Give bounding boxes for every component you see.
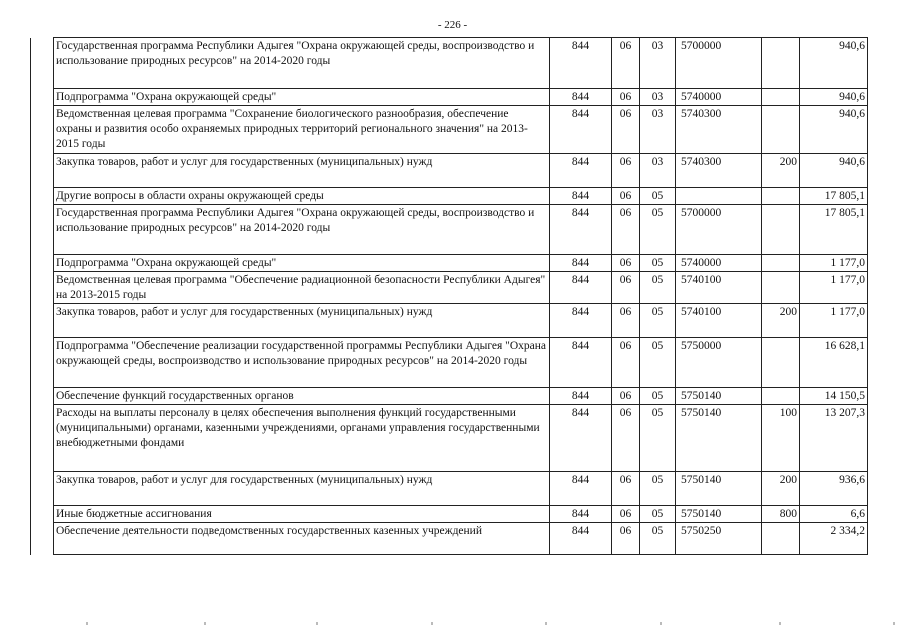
row-spacer	[31, 255, 54, 272]
cell-rz: 06	[612, 106, 640, 154]
table-row	[31, 188, 868, 205]
table-row	[31, 38, 868, 89]
cell-ved: 844	[550, 405, 612, 472]
cell-pr: 03	[640, 154, 676, 188]
cell-csr: 5740000	[676, 89, 762, 106]
cell-pr: 05	[640, 255, 676, 272]
table-row	[31, 523, 868, 555]
cell-pr: 05	[640, 388, 676, 405]
cell-pr: 03	[640, 89, 676, 106]
cell-rz: 06	[612, 255, 640, 272]
cell-vr	[762, 106, 800, 154]
row-spacer	[31, 205, 54, 255]
cell-name: Закупка товаров, работ и услуг для государственных (муниципальных) нужд	[54, 304, 550, 338]
cell-name: Ведомственная целевая программа "Обеспечение радиационной безопасности Республики Адыгея" на 2013-2015 годы	[54, 272, 550, 304]
cell-sum: 940,6	[800, 38, 868, 89]
row-spacer	[31, 405, 54, 472]
cell-ved: 844	[550, 272, 612, 304]
cell-sum: 2 334,2	[800, 523, 868, 555]
cell-rz: 06	[612, 38, 640, 89]
cell-ved: 844	[550, 523, 612, 555]
cell-ved: 844	[550, 89, 612, 106]
cell-rz: 06	[612, 472, 640, 506]
row-spacer	[31, 523, 54, 555]
cell-vr	[762, 188, 800, 205]
cell-vr	[762, 388, 800, 405]
cell-rz: 06	[612, 405, 640, 472]
cell-rz: 06	[612, 506, 640, 523]
cell-sum: 6,6	[800, 506, 868, 523]
row-spacer	[31, 506, 54, 523]
cell-name: Подпрограмма "Охрана окружающей среды"	[54, 255, 550, 272]
row-spacer	[31, 38, 54, 89]
cell-pr: 03	[640, 106, 676, 154]
cell-csr: 5750140	[676, 388, 762, 405]
cell-csr: 5750000	[676, 338, 762, 388]
cell-csr: 5750140	[676, 506, 762, 523]
cell-name: Закупка товаров, работ и услуг для государственных (муниципальных) нужд	[54, 472, 550, 506]
cell-csr: 5740000	[676, 255, 762, 272]
row-spacer	[31, 304, 54, 338]
cell-csr: 5750140	[676, 405, 762, 472]
cell-vr	[762, 272, 800, 304]
cell-pr: 05	[640, 405, 676, 472]
cell-ved: 844	[550, 188, 612, 205]
cell-name: Ведомственная целевая программа "Сохранение биологического разнообразия, обеспечение охраны и развития особо охраняемых природных территорий регионального значения" на 2013-2015 годы	[54, 106, 550, 154]
cell-sum: 13 207,3	[800, 405, 868, 472]
cell-name: Иные бюджетные ассигнования	[54, 506, 550, 523]
cell-rz: 06	[612, 338, 640, 388]
table-row	[31, 89, 868, 106]
cell-ved: 844	[550, 154, 612, 188]
table-row	[31, 338, 868, 388]
table-row	[31, 472, 868, 506]
cell-sum: 17 805,1	[800, 188, 868, 205]
cell-name: Государственная программа Республики Адыгея "Охрана окружающей среды, воспроизводство и использование природных ресурсов" на 2014-2020 годы	[54, 205, 550, 255]
cell-sum: 940,6	[800, 89, 868, 106]
cell-csr	[676, 188, 762, 205]
cell-csr: 5740300	[676, 154, 762, 188]
cell-pr: 05	[640, 272, 676, 304]
cell-rz: 06	[612, 523, 640, 555]
budget-table	[30, 37, 868, 555]
table-row	[31, 304, 868, 338]
row-spacer	[31, 272, 54, 304]
table-row	[31, 388, 868, 405]
cell-name: Закупка товаров, работ и услуг для государственных (муниципальных) нужд	[54, 154, 550, 188]
row-spacer	[31, 338, 54, 388]
cell-ved: 844	[550, 388, 612, 405]
cell-csr: 5700000	[676, 205, 762, 255]
cell-vr: 800	[762, 506, 800, 523]
table-body	[31, 38, 868, 555]
cell-csr: 5750250	[676, 523, 762, 555]
cell-pr: 05	[640, 338, 676, 388]
cell-ved: 844	[550, 106, 612, 154]
cell-name: Другие вопросы в области охраны окружающей среды	[54, 188, 550, 205]
cell-ved: 844	[550, 255, 612, 272]
cell-sum: 16 628,1	[800, 338, 868, 388]
table-row	[31, 506, 868, 523]
cell-sum: 940,6	[800, 106, 868, 154]
cell-pr: 05	[640, 506, 676, 523]
cell-sum: 17 805,1	[800, 205, 868, 255]
cell-rz: 06	[612, 89, 640, 106]
cell-rz: 06	[612, 188, 640, 205]
cell-rz: 06	[612, 272, 640, 304]
table-row	[31, 405, 868, 472]
cell-ved: 844	[550, 38, 612, 89]
cell-ved: 844	[550, 304, 612, 338]
table-row	[31, 106, 868, 154]
cell-name: Подпрограмма "Охрана окружающей среды"	[54, 89, 550, 106]
cell-name: Подпрограмма "Обеспечение реализации государственной программы Республики Адыгея "Охрана окружающей среды, воспроизводство и использование природных ресурсов" на 2014-2020 годы	[54, 338, 550, 388]
cell-ved: 844	[550, 472, 612, 506]
cell-rz: 06	[612, 205, 640, 255]
cell-name: Обеспечение функций государственных органов	[54, 388, 550, 405]
table-row	[31, 272, 868, 304]
cell-csr: 5700000	[676, 38, 762, 89]
cell-ved: 844	[550, 506, 612, 523]
cell-sum: 940,6	[800, 154, 868, 188]
row-spacer	[31, 388, 54, 405]
cell-ved: 844	[550, 205, 612, 255]
row-spacer	[31, 106, 54, 154]
cell-rz: 06	[612, 154, 640, 188]
cell-sum: 14 150,5	[800, 388, 868, 405]
cell-sum: 1 177,0	[800, 255, 868, 272]
cell-vr	[762, 89, 800, 106]
page-number: - 226 -	[437, 19, 468, 31]
cell-vr: 200	[762, 154, 800, 188]
cell-pr: 05	[640, 304, 676, 338]
cell-sum: 1 177,0	[800, 272, 868, 304]
cell-sum: 936,6	[800, 472, 868, 506]
cell-name: Расходы на выплаты персоналу в целях обеспечения выполнения функций государственными (муниципальными) органами, казенными учреждениями, органами управления государственными внебюджетными фондами	[54, 405, 550, 472]
table-row	[31, 205, 868, 255]
cell-csr: 5750140	[676, 472, 762, 506]
cell-csr: 5740100	[676, 272, 762, 304]
cell-vr	[762, 38, 800, 89]
table-row	[31, 154, 868, 188]
row-spacer	[31, 154, 54, 188]
cell-rz: 06	[612, 304, 640, 338]
cell-vr: 100	[762, 405, 800, 472]
cell-name: Государственная программа Республики Адыгея "Охрана окружающей среды, воспроизводство и использование природных ресурсов" на 2014-2020 годы	[54, 38, 550, 89]
row-spacer	[31, 188, 54, 205]
cell-vr: 200	[762, 472, 800, 506]
cell-vr: 200	[762, 304, 800, 338]
cell-name: Обеспечение деятельности подведомственных государственных казенных учреждений	[54, 523, 550, 555]
cell-pr: 03	[640, 38, 676, 89]
cell-pr: 05	[640, 188, 676, 205]
cell-sum: 1 177,0	[800, 304, 868, 338]
cell-ved: 844	[550, 338, 612, 388]
cell-vr	[762, 255, 800, 272]
scan-marks	[0, 622, 905, 628]
cell-vr	[762, 205, 800, 255]
cell-vr	[762, 338, 800, 388]
table-row	[31, 255, 868, 272]
cell-pr: 05	[640, 205, 676, 255]
cell-vr	[762, 523, 800, 555]
cell-csr: 5740100	[676, 304, 762, 338]
cell-rz: 06	[612, 388, 640, 405]
cell-pr: 05	[640, 472, 676, 506]
row-spacer	[31, 472, 54, 506]
cell-pr: 05	[640, 523, 676, 555]
cell-csr: 5740300	[676, 106, 762, 154]
row-spacer	[31, 89, 54, 106]
